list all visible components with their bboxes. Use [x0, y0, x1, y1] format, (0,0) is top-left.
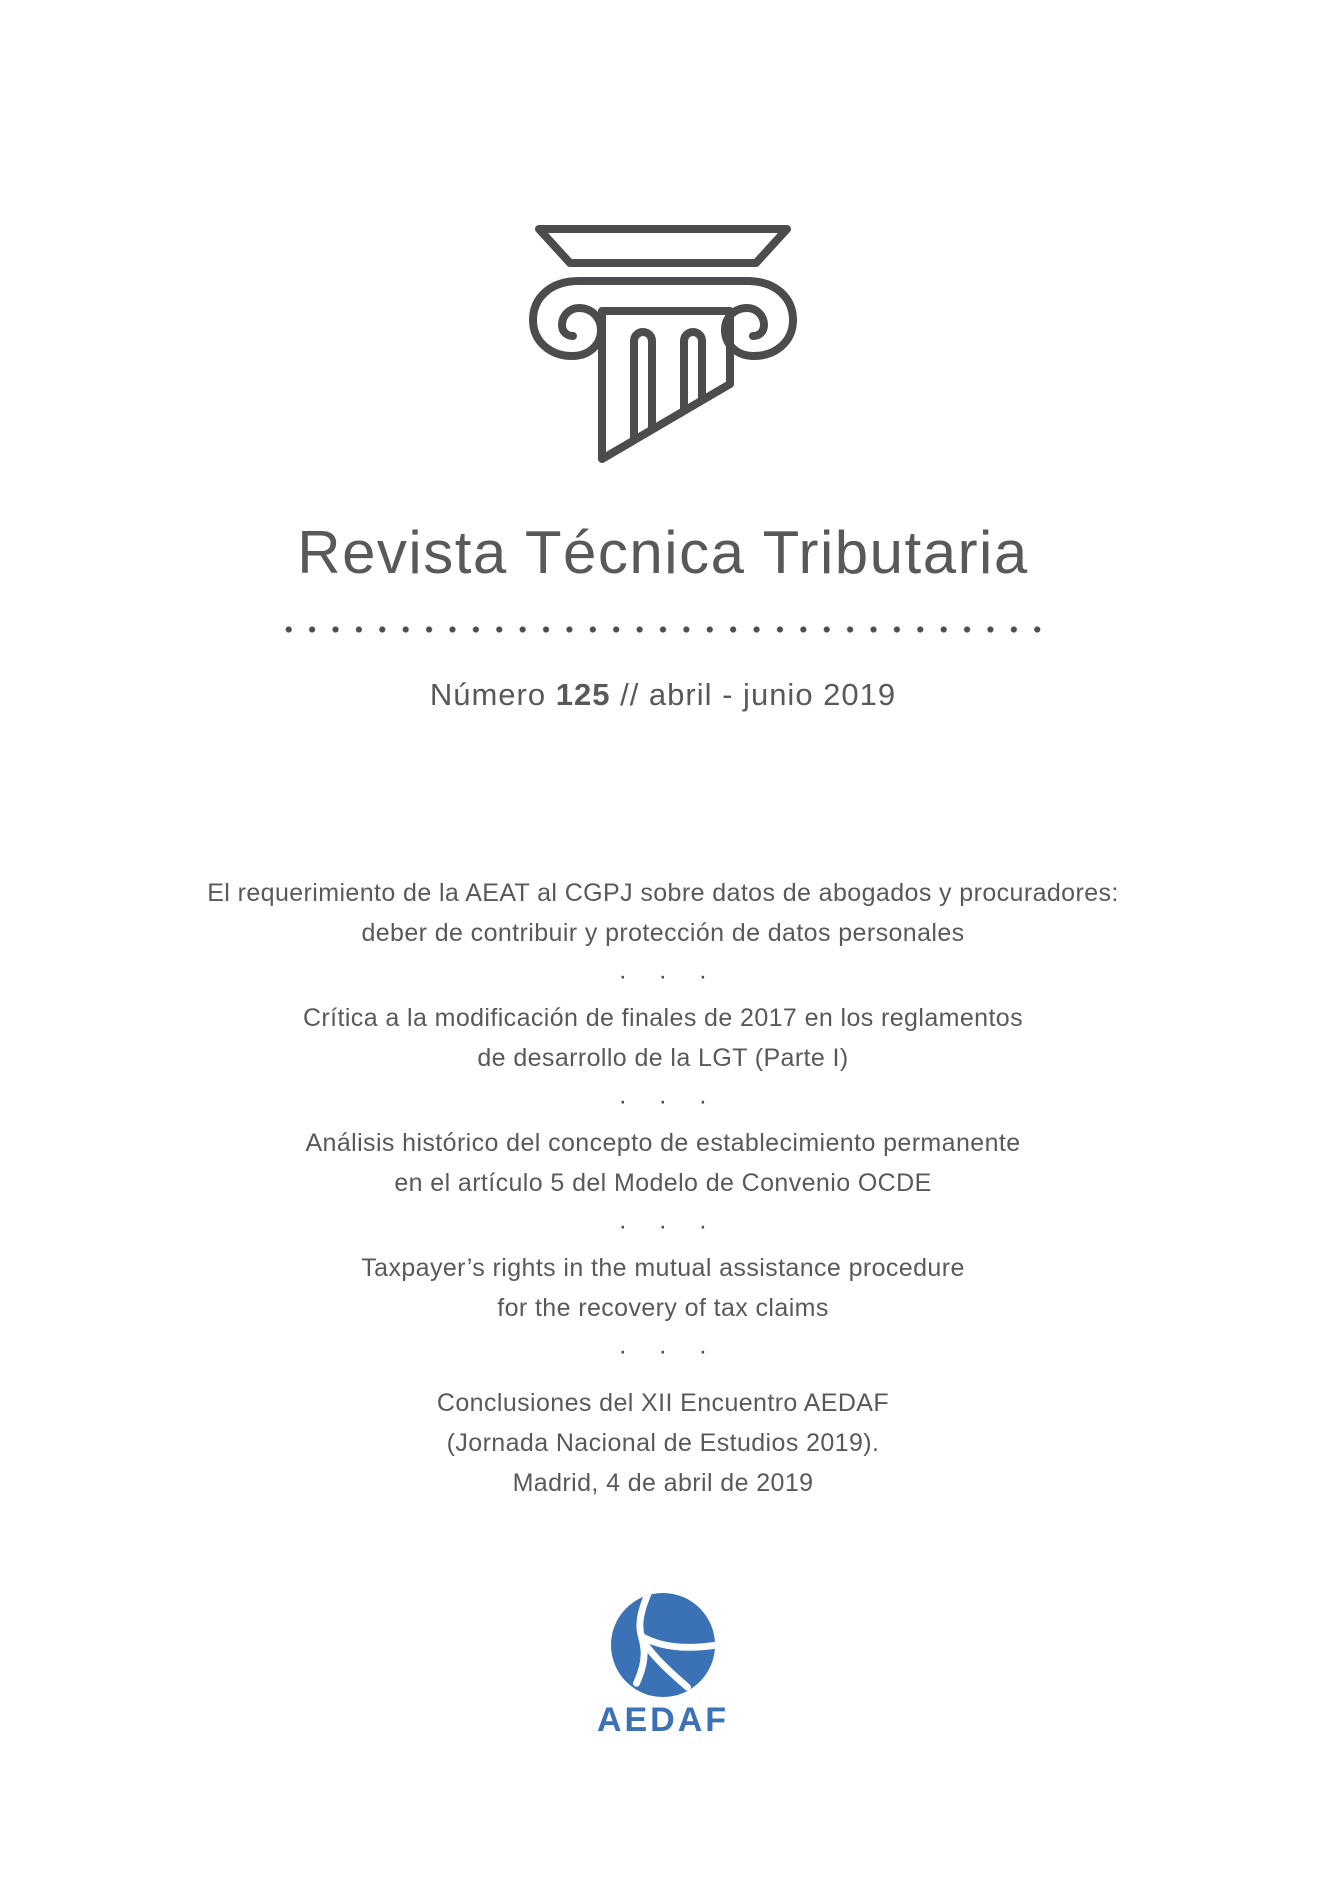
article-title — [0, 873, 1326, 953]
article-separator: · · · — [618, 1086, 708, 1115]
brand-name: AEDAF — [596, 1700, 730, 1739]
page-title: Revista Técnica Tributaria — [297, 519, 1029, 586]
article-title — [0, 1123, 1326, 1203]
footer-brand — [0, 1591, 1326, 1739]
greek-column-icon — [527, 223, 799, 467]
article-title — [0, 998, 1326, 1078]
article-title — [0, 1248, 1326, 1328]
dotted-divider — [277, 625, 1049, 634]
article-separator: · · · — [618, 961, 708, 990]
issue-dates: // abril - junio 2019 — [620, 677, 897, 712]
header-logo — [0, 0, 1326, 467]
article-title-line: Madrid, 4 de abril de 2019 — [512, 1468, 814, 1497]
issue-label: Número — [429, 677, 547, 712]
article-title-line: deber de contribuir y protección de datos personales — [361, 919, 965, 947]
article-title-line: for the recovery of tax claims — [497, 1294, 829, 1322]
article-separator: · · · — [618, 1211, 708, 1240]
article-title — [0, 1383, 1326, 1503]
article-title-line: Crítica a la modificación de finales de 2017 en los reglamentos — [302, 1004, 1024, 1032]
article-title-line: de desarrollo de la LGT (Parte I) — [477, 1044, 849, 1072]
article-title-line: (Jornada Nacional de Estudios 2019). — [446, 1428, 880, 1457]
aedaf-globe-icon — [609, 1591, 717, 1699]
article-title-line: Taxpayer’s rights in the mutual assistance procedure — [361, 1254, 965, 1282]
article-title-line: en el artículo 5 del Modelo de Convenio OCDE — [394, 1169, 932, 1197]
article-title-line: El requerimiento de la AEAT al CGPJ sobre datos de abogados y procuradores: — [207, 879, 1119, 907]
issue-number: 125 — [555, 677, 611, 712]
table-of-contents — [0, 873, 1326, 1503]
article-separator: · · · — [618, 1336, 708, 1365]
issue-line — [0, 672, 1326, 718]
article-title-line: Conclusiones del XII Encuentro AEDAF — [436, 1388, 890, 1417]
article-title-line: Análisis histórico del concepto de establecimiento permanente — [305, 1129, 1021, 1157]
